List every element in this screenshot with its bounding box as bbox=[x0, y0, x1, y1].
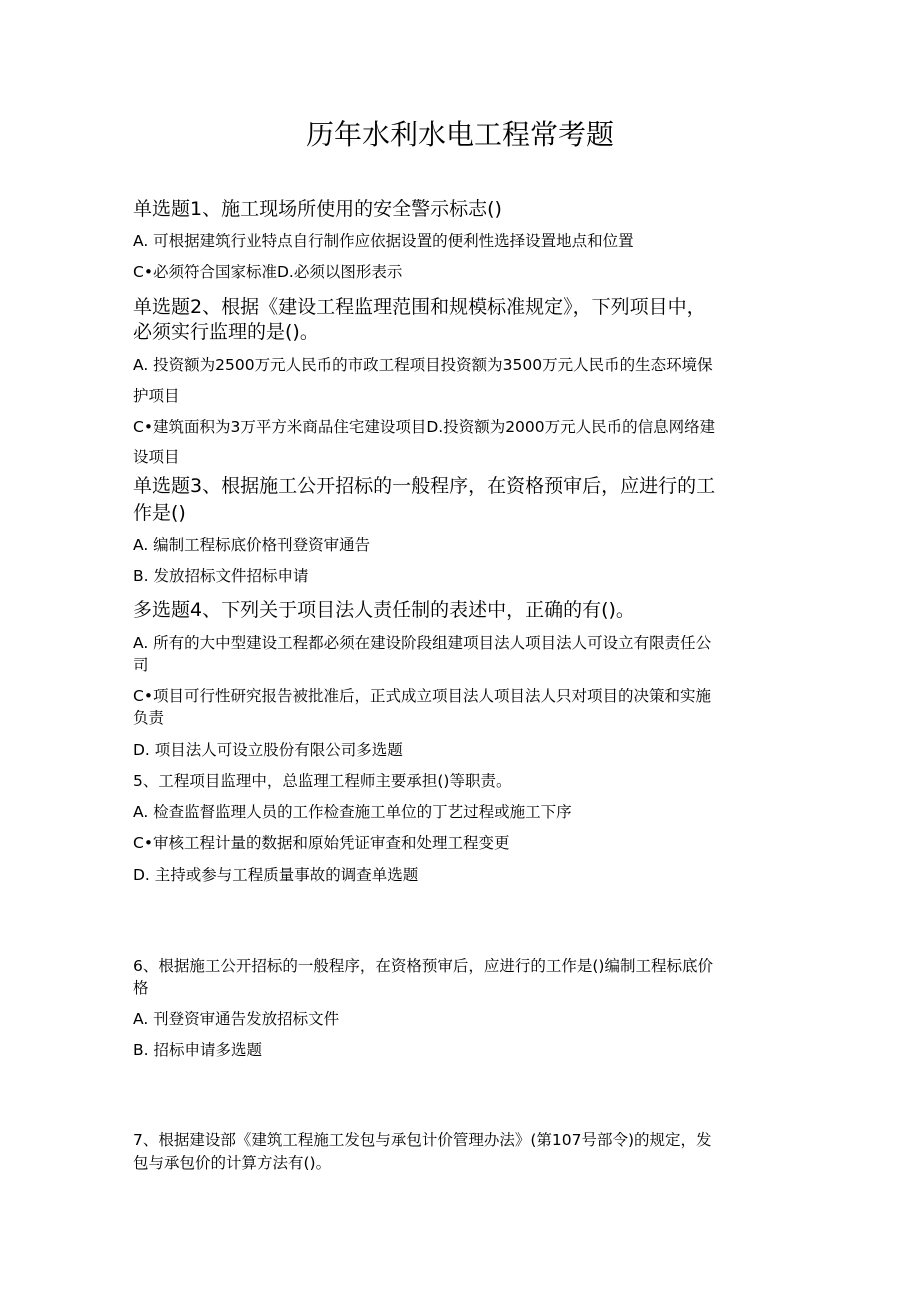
question-4-heading: 多选题4、下列关于项目法人责任制的表述中，正确的有()。 bbox=[133, 599, 635, 621]
question-4-option-a: A. 所有的大中型建设工程都必须在建设阶段组建项目法人项目法人可设立有限责任公 bbox=[133, 634, 712, 652]
question-4-option-c-cont: 负责 bbox=[133, 709, 165, 727]
question-7-heading-cont: 包与承包价的计算方法有()。 bbox=[133, 1154, 332, 1172]
question-1-heading: 单选题1、施工现场所使用的安全警示标志() bbox=[133, 198, 502, 220]
question-5-option-d: D. 主持或参与工程质量事故的调查单选题 bbox=[133, 866, 419, 884]
question-6-option-a: A. 刊登资审通告发放招标文件 bbox=[133, 1010, 340, 1028]
question-2-heading-cont: 必须实行监理的是()。 bbox=[133, 321, 319, 343]
question-6-heading: 6、根据施工公开招标的一般程序，在资格预审后，应进行的工作是()编制工程标底价 bbox=[133, 957, 713, 975]
question-3-option-b: B. 发放招标文件招标申请 bbox=[133, 567, 309, 585]
question-1-option-a: A. 可根据建筑行业特点自行制作应依据设置的便利性选择设置地点和位置 bbox=[133, 232, 634, 250]
question-6-option-b: B. 招标申请多选题 bbox=[133, 1041, 262, 1059]
question-4-option-d: D. 项目法人可设立股份有限公司多选题 bbox=[133, 741, 403, 759]
question-1-option-cd: C•必须符合国家标准D.必须以图形表示 bbox=[133, 263, 403, 281]
document-title: 历年水利水电工程常考题 bbox=[305, 118, 614, 151]
question-3-option-a: A. 编制工程标底价格刊登资审通告 bbox=[133, 536, 371, 554]
question-7-heading: 7、根据建设部《建筑工程施工发包与承包计价管理办法》(第107号部令)的规定，发 bbox=[133, 1131, 712, 1149]
question-2-option-cd: C•建筑面积为3万平方米商品住宅建设项目D.投资额为2000万元人民币的信息网络建 bbox=[133, 418, 716, 436]
question-4-option-c: C•项目可行性研究报告被批准后，正式成立项目法人项目法人只对项目的决策和实施 bbox=[133, 687, 711, 705]
question-3-heading-cont: 作是() bbox=[133, 502, 186, 524]
question-5-heading: 5、工程项目监理中，总监理工程师主要承担()等职责。 bbox=[133, 772, 512, 790]
question-5-option-c: C•审核工程计量的数据和原始凭证审查和处理工程变更 bbox=[133, 834, 510, 852]
question-6-heading-cont: 格 bbox=[133, 979, 149, 997]
question-2-option-a: A. 投资额为2500万元人民币的市政工程项目投资额为3500万元人民币的生态环境保 bbox=[133, 356, 713, 374]
question-3-heading: 单选题3、根据施工公开招标的一般程序，在资格预审后，应进行的工 bbox=[133, 475, 716, 497]
question-2-option-cd-cont: 设项目 bbox=[133, 448, 180, 466]
question-5-option-a: A. 检查监督监理人员的工作检查施工单位的丁艺过程或施工下序 bbox=[133, 803, 572, 821]
question-2-heading: 单选题2、根据《建设工程监理范围和规模标准规定》，下列项目中， bbox=[133, 296, 706, 318]
question-4-option-a-cont: 司 bbox=[133, 656, 149, 674]
question-2-option-a-cont: 护项目 bbox=[133, 387, 180, 405]
